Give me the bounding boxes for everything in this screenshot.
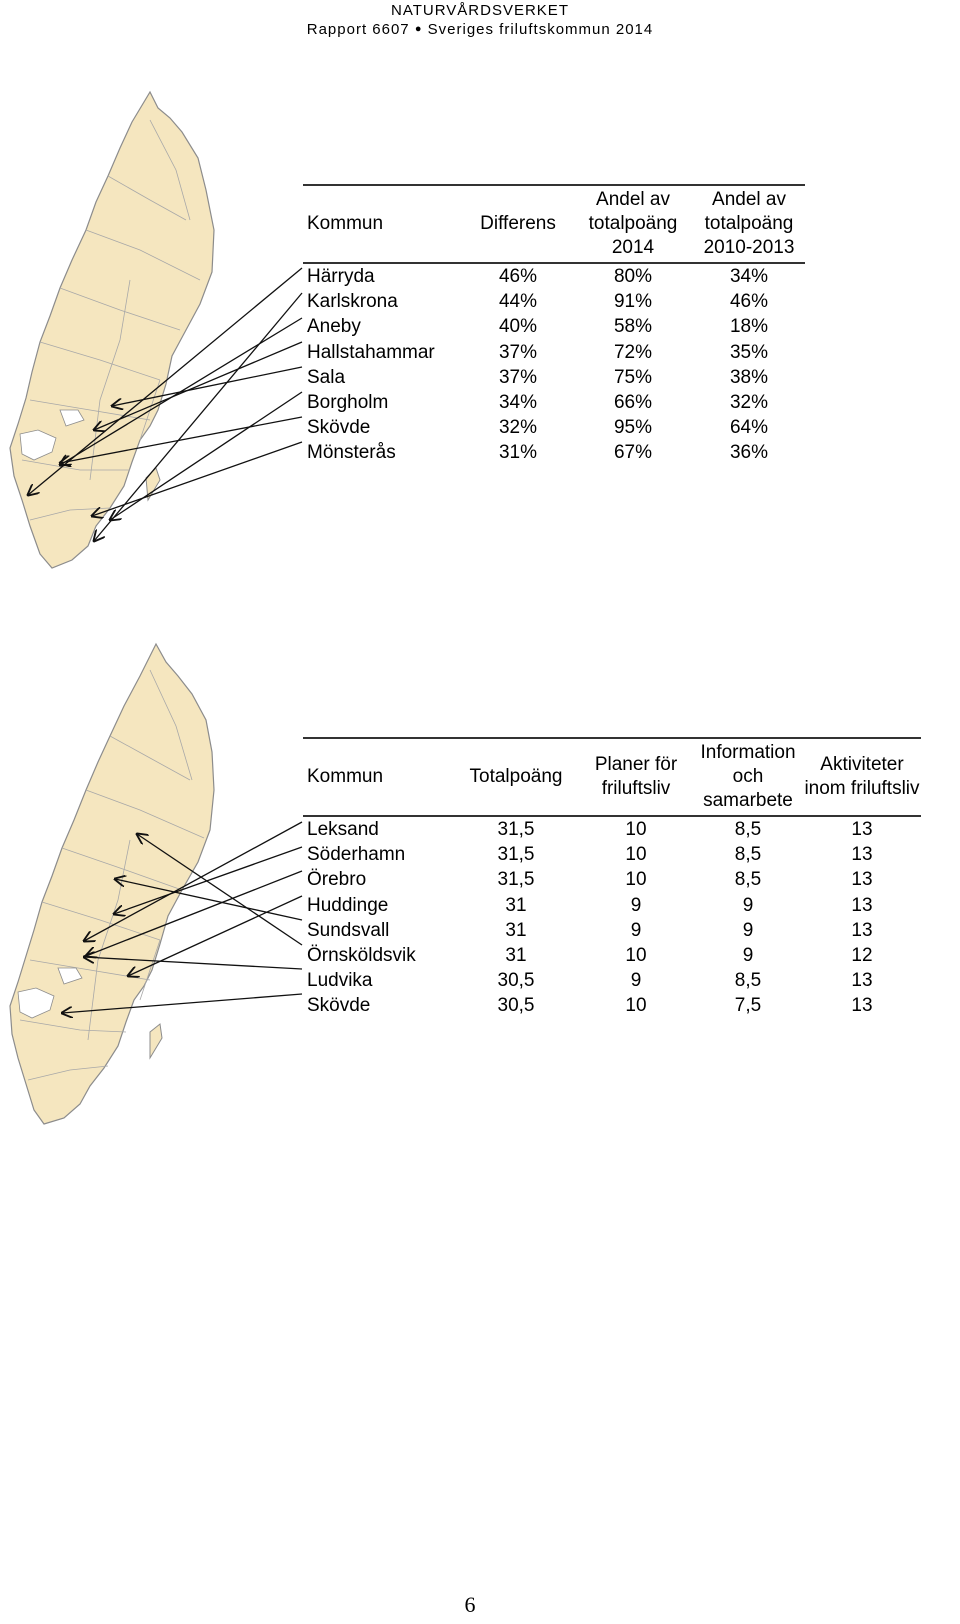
cell-information: 9 [742,919,754,941]
table-row [303,365,805,390]
cell-kommun: Leksand [307,819,379,841]
cell-differens: 44% [498,291,538,313]
cell-aktiviteter: 13 [851,970,873,992]
cell-planer: 9 [630,970,642,992]
table-row [303,842,921,867]
cell-kommun: Örebro [307,869,367,891]
table-row [303,943,921,968]
table-row [303,415,805,440]
table-2-header-information: Information och samarbete [693,738,803,816]
table-row [303,289,805,314]
cell-andel-2010-2013: 46% [729,291,769,313]
cell-totalpoang: 31 [505,894,527,916]
cell-differens: 31% [498,442,538,464]
cell-andel-2010-2013: 38% [729,366,769,388]
cell-andel-2014: 58% [613,316,653,338]
cell-kommun: Skövde [307,995,371,1017]
cell-totalpoang: 30,5 [497,995,535,1017]
report-number: Rapport 6607 [306,21,410,38]
cell-aktiviteter: 13 [851,919,873,941]
cell-aktiviteter: 13 [851,844,873,866]
cell-aktiviteter: 13 [851,819,873,841]
cell-planer: 9 [630,919,642,941]
cell-planer: 10 [625,869,647,891]
table-2 [303,737,921,1019]
cell-andel-2014: 75% [613,366,653,388]
table-row [303,893,921,918]
cell-totalpoang: 31 [505,919,527,941]
report-subtitle: Sveriges friluftskommun 2014 [427,21,654,38]
cell-andel-2014: 80% [613,266,653,288]
cell-differens: 46% [498,266,538,288]
cell-kommun: Ludvika [307,970,373,992]
table-row [303,340,805,365]
page-header [0,2,960,39]
table-2-header-kommun: Kommun [303,738,453,816]
cell-andel-2010-2013: 34% [729,266,769,288]
header-report-line [0,20,960,39]
sweden-map-2-shape [0,640,220,1130]
cell-andel-2014: 91% [613,291,653,313]
cell-andel-2010-2013: 35% [729,341,769,363]
cell-andel-2014: 66% [613,392,653,414]
cell-andel-2010-2013: 64% [729,417,769,439]
cell-kommun: Huddinge [307,894,389,916]
cell-totalpoang: 31 [505,945,527,967]
cell-information: 9 [742,894,754,916]
sweden-map-1-shape [0,80,220,580]
cell-planer: 10 [625,945,647,967]
table-row [303,918,921,943]
cell-information: 8,5 [734,970,762,992]
cell-aktiviteter: 13 [851,869,873,891]
table-1-header-andel-2010-2013: Andel av totalpoäng 2010-2013 [693,185,805,263]
cell-planer: 10 [625,819,647,841]
cell-information: 8,5 [734,869,762,891]
cell-kommun: Borgholm [307,392,389,414]
table-1-header-andel-2014: Andel av totalpoäng 2014 [573,185,693,263]
table-1-header-kommun: Kommun [303,185,463,263]
cell-totalpoang: 31,5 [497,869,535,891]
cell-differens: 34% [498,392,538,414]
cell-aktiviteter: 12 [851,945,873,967]
cell-aktiviteter: 13 [851,894,873,916]
cell-andel-2010-2013: 18% [729,316,769,338]
cell-differens: 37% [498,366,538,388]
cell-andel-2014: 67% [613,442,653,464]
cell-totalpoang: 31,5 [497,819,535,841]
table-row [303,968,921,993]
cell-information: 9 [742,945,754,967]
table-row [303,440,805,465]
table-row [303,867,921,892]
header-org: NATURVÅRDSVERKET [391,2,569,19]
cell-kommun: Skövde [307,417,371,439]
cell-kommun: Hallstahammar [307,341,435,363]
cell-information: 8,5 [734,844,762,866]
cell-totalpoang: 31,5 [497,844,535,866]
cell-kommun: Örnsköldsvik [307,945,416,967]
cell-planer: 9 [630,894,642,916]
cell-kommun: Söderhamn [307,844,406,866]
table-row [303,993,921,1018]
bullet-icon: ● [414,23,423,35]
cell-kommun: Karlskrona [307,291,398,313]
cell-andel-2010-2013: 36% [729,442,769,464]
table-1 [303,184,805,466]
cell-aktiviteter: 13 [851,995,873,1017]
cell-information: 8,5 [734,819,762,841]
cell-andel-2010-2013: 32% [729,392,769,414]
cell-kommun: Härryda [307,266,375,288]
page-number: 6 [464,1592,476,1617]
table-2-header-aktiviteter: Aktiviteter inom friluftsliv [803,738,921,816]
table-row [303,816,921,842]
table-2-header-planer: Planer för friluftsliv [579,738,693,816]
cell-andel-2014: 72% [613,341,653,363]
table-1-header-row [303,185,805,263]
cell-information: 7,5 [734,995,762,1017]
cell-kommun: Sala [307,366,346,388]
table-row [303,314,805,339]
cell-differens: 40% [498,316,538,338]
table-2-header-totalpoang: Totalpoäng [453,738,579,816]
cell-planer: 10 [625,995,647,1017]
sweden-map-2 [0,640,220,1130]
cell-andel-2014: 95% [613,417,653,439]
cell-kommun: Sundsvall [307,919,390,941]
cell-kommun: Aneby [307,316,361,338]
table-1-header-differens: Differens [463,185,573,263]
table-row [303,390,805,415]
sweden-map-1 [0,80,220,580]
cell-kommun: Mönsterås [307,442,396,464]
cell-totalpoang: 30,5 [497,970,535,992]
cell-differens: 37% [498,341,538,363]
cell-planer: 10 [625,844,647,866]
cell-differens: 32% [498,417,538,439]
table-row [303,263,805,289]
table-2-header-row [303,738,921,816]
